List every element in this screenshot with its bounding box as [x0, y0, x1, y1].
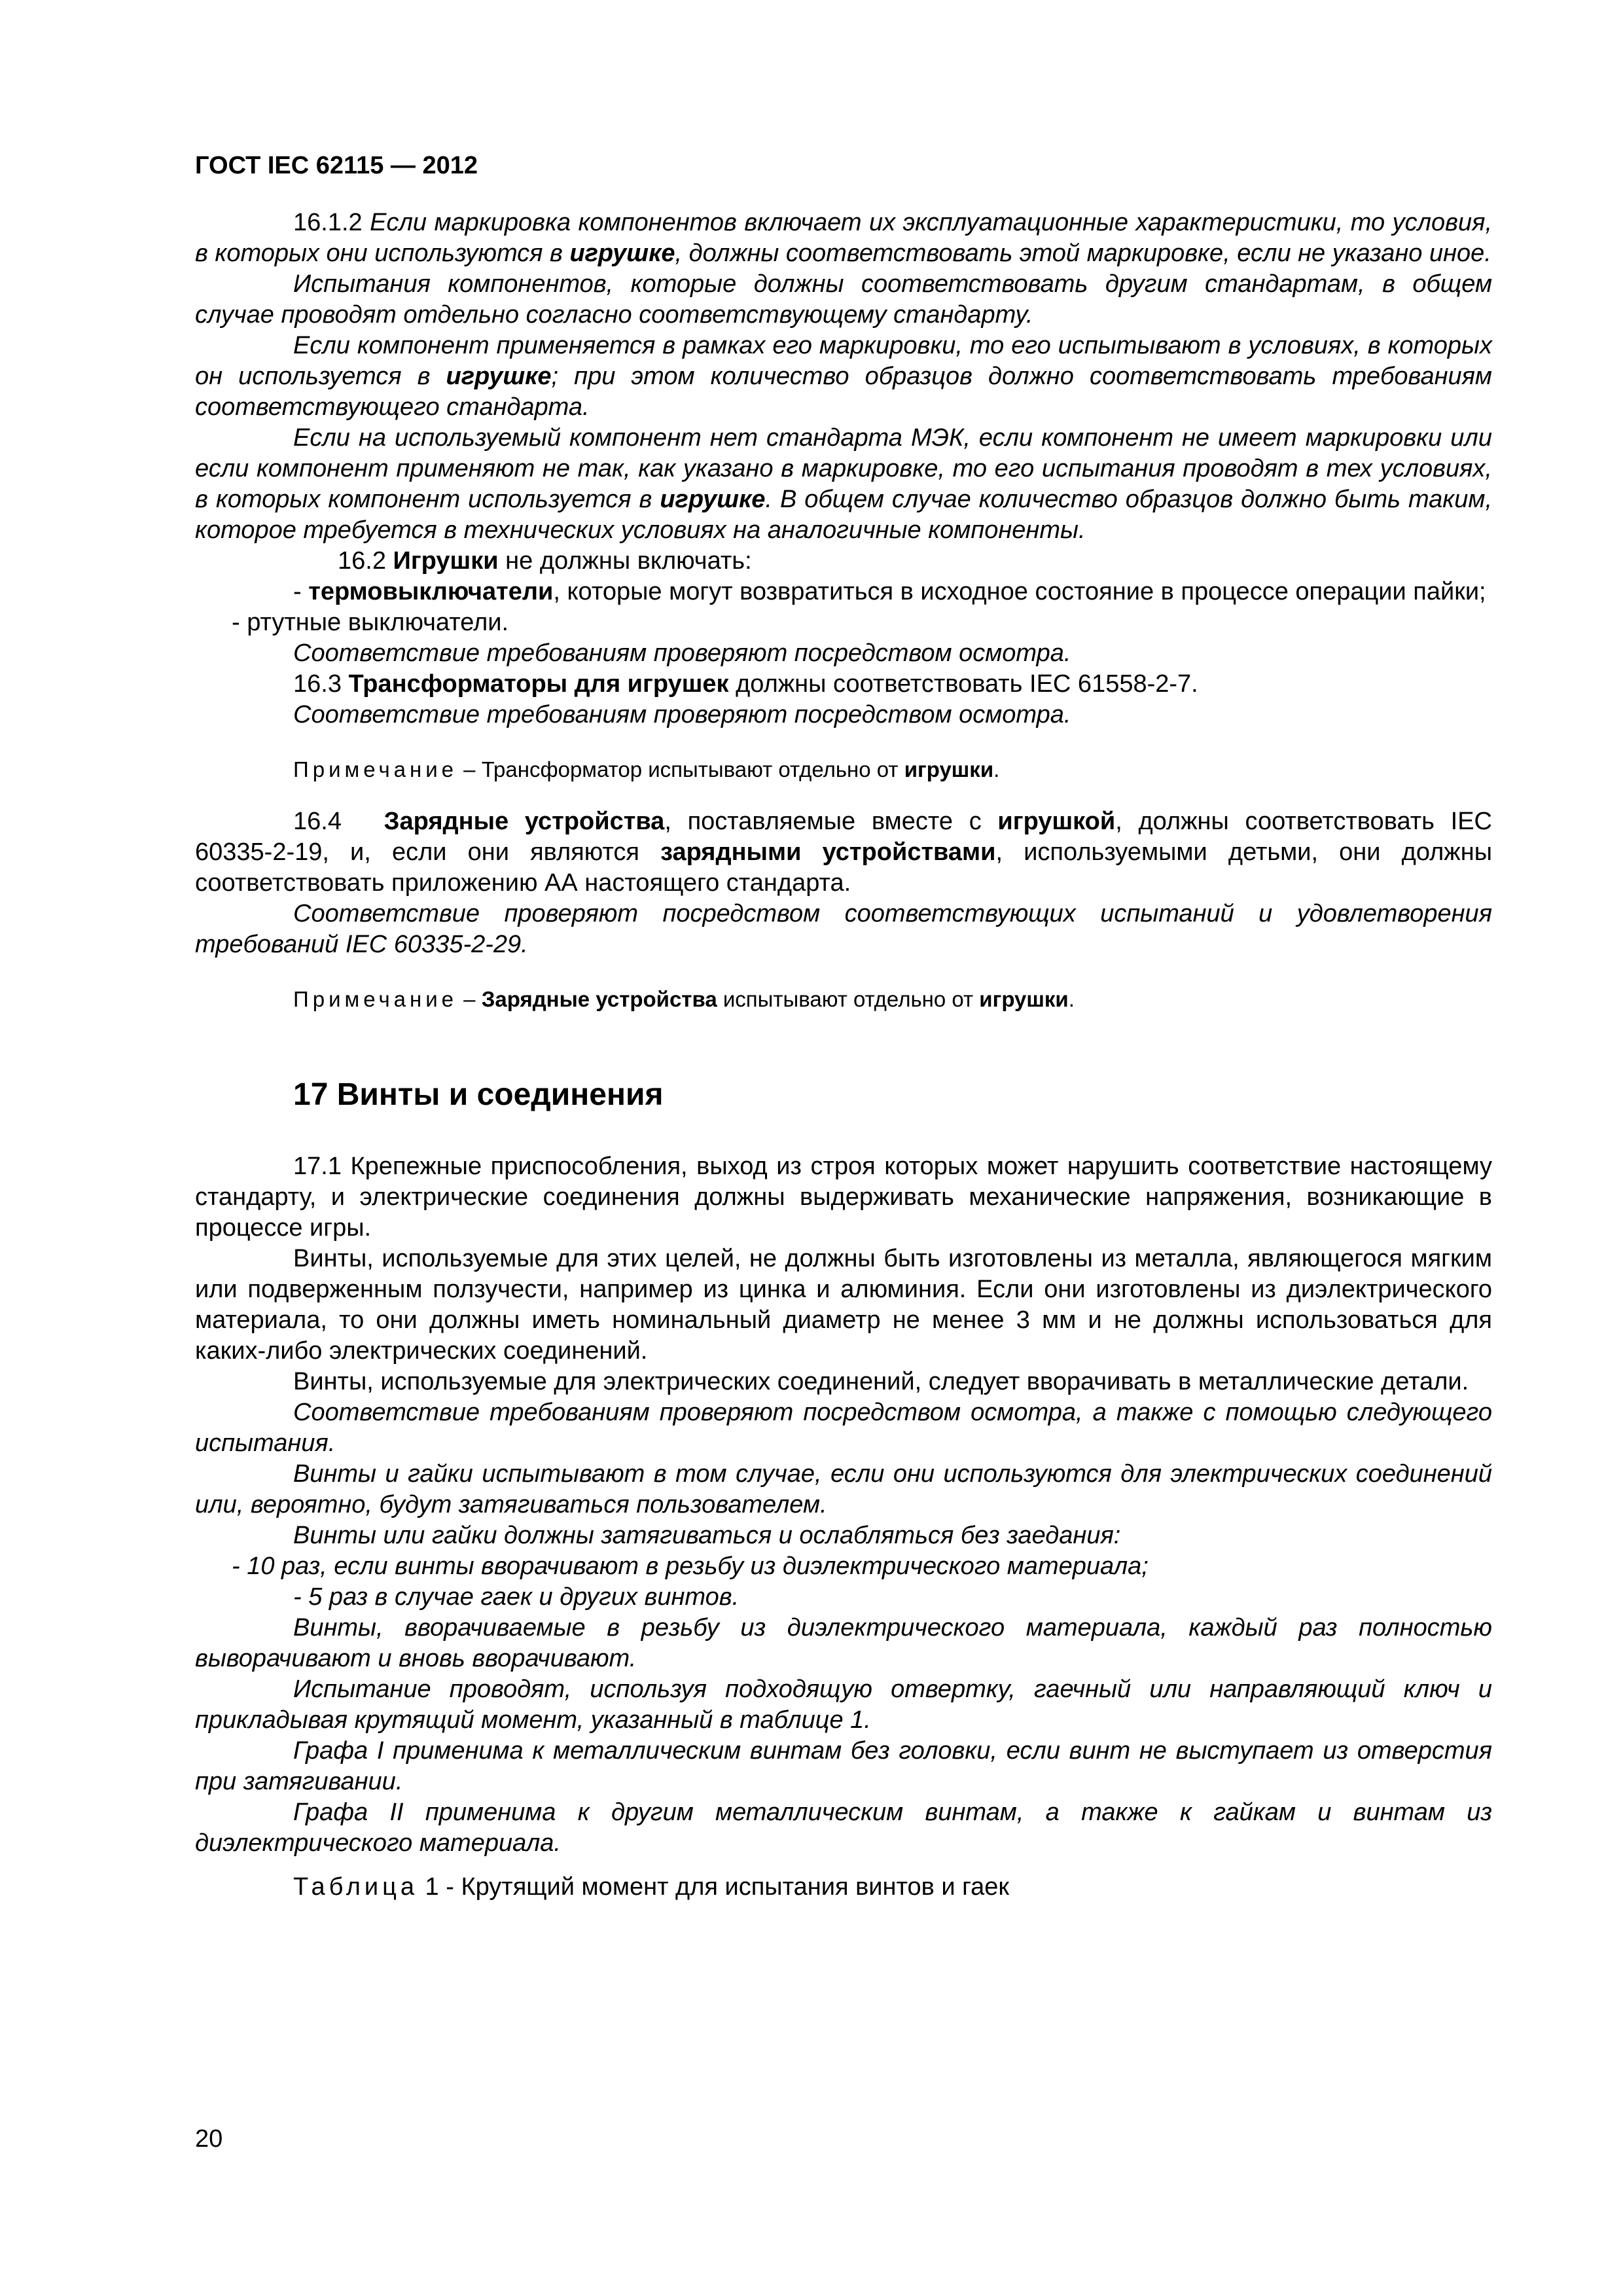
paragraph-text: должны соответствовать IEC 61558-2-7.	[728, 670, 1198, 698]
paragraph-text: Винты, используемые для электрических соединений, следует вворачивать в металлические детали.	[293, 1368, 1469, 1395]
term-bold: Зарядные устройства	[383, 808, 665, 835]
paragraph-test-torque	[195, 1674, 1492, 1736]
list-item-5-times	[195, 1582, 1492, 1613]
paragraph-text: , которые могут возвратиться в исходное состояние в процессе операции пайки;	[553, 578, 1486, 605]
paragraph-16-3	[195, 669, 1492, 700]
paragraph-text: - 5 раз в случае гаек и других винтов.	[293, 1583, 740, 1611]
paragraph-text: Графа II применима к другим металлическим винтам, а также к гайкам и винтам из диэлектрического материала.	[195, 1799, 1492, 1857]
paragraph-text: Если на используемый компонент нет стандарта МЭК, если компонент не имеет маркировки или если компонент применяют не так, как указано в маркировке, то его испытания проводят в тех условиях, в которых компонент используется в	[195, 424, 1492, 513]
list-item-10-times	[195, 1551, 1492, 1582]
paragraph-text: Соответствие требованиям проверяют посредством осмотра, а также с помощью следующего испытания.	[195, 1399, 1492, 1457]
term-bold: игрушкой	[997, 808, 1116, 835]
paragraph-compliance-test	[195, 1397, 1492, 1459]
paragraph-component-marking	[195, 331, 1492, 423]
paragraph-text: Соответствие проверяют посредством соответствующих испытаний и удовлетворения требований IEC 60335-2-29.	[195, 900, 1492, 958]
paragraph-screws-material	[195, 1244, 1492, 1367]
paragraph-text: Винты, вворачиваемые в резьбу из диэлектрического материала, каждый раз полностью выворачивают и вновь вворачивают.	[195, 1614, 1492, 1672]
paragraph-17-1	[195, 1151, 1492, 1244]
paragraph-screws-nuts-tested	[195, 1459, 1492, 1520]
note-end: .	[1068, 987, 1075, 1011]
paragraph-text: Винты, используемые для этих целей, не должны быть изготовлены из металла, являющегося мягким или подверженным ползучести, например из цинка и алюминия. Если они изготовлены из диэлектрического материала, то они должны иметь номинальный диаметр не менее 3 мм и не должны использоваться для каких-либо электрических соединений.	[195, 1245, 1492, 1365]
term-bold: игрушке	[569, 240, 675, 267]
paragraph-text: ; при этом количество образцов должно соответствовать требованиям соответствующего стандарта.	[195, 363, 1492, 421]
paragraph-text: , должны соответствовать IEC 60335-2-19, и, если они являются	[195, 808, 1493, 866]
term-bold: игрушки	[979, 987, 1069, 1011]
paragraph-no-iec-standard	[195, 423, 1492, 546]
paragraph-column-2	[195, 1797, 1492, 1859]
paragraph-text: Испытания компонентов, которые должны соответствовать другим стандартам, в общем случае проводят отдельно согласно соответствующему стандарту.	[195, 270, 1492, 329]
term-bold: игрушки	[904, 757, 994, 781]
paragraph-compliance-tests	[195, 899, 1492, 960]
note-text: испытывают отдельно от	[717, 987, 980, 1011]
clause-number: 16.1.2	[293, 209, 363, 236]
note-dash: –	[457, 987, 482, 1011]
paragraph-compliance-inspection	[195, 638, 1492, 669]
note-end: .	[993, 757, 1000, 781]
table-caption	[195, 1872, 1492, 1903]
term-bold: зарядными устройствами	[660, 838, 996, 866]
list-item-mercury-switches	[195, 607, 1492, 638]
paragraph-text: Соответствие требованиям проверяют посредством осмотра.	[293, 639, 1071, 667]
note-chargers	[195, 986, 1492, 1013]
term-bold: игрушке	[660, 486, 766, 513]
list-dash: -	[293, 578, 309, 605]
term-bold: Зарядные устройства	[481, 987, 717, 1011]
table-caption-text: 1 - Крутящий момент для испытания винтов и гаек	[418, 1873, 1010, 1901]
clause-number: 16.3	[293, 670, 349, 698]
document-page	[195, 151, 1492, 1903]
paragraph-text: Если маркировка компонентов включает их эксплуатационные характеристики, то условия, в которых они используются в	[195, 209, 1492, 267]
paragraph-text: , используемыми детьми, они должны соответствовать приложению АА настоящего стандарта.	[195, 838, 1493, 897]
clause-number: 16.4	[293, 808, 358, 835]
paragraph-16-2	[195, 546, 1492, 577]
paragraph-text: Винты и гайки испытывают в том случае, если они используются для электрических соединений или, вероятно, будут затягиваться пользователем.	[195, 1460, 1492, 1518]
term-bold: Игрушки	[393, 547, 499, 575]
document-code-header: ГОСТ IEC 62115 — 2012	[195, 152, 478, 179]
paragraph-text: , должны соответствовать этой маркировке, если не указано иное.	[675, 240, 1491, 267]
term-bold: термовыключатели	[308, 578, 554, 605]
paragraph-screws-electrical	[195, 1367, 1492, 1397]
clause-number: 16.2	[338, 547, 393, 575]
section-heading-17: 17 Винты и соединения	[293, 1077, 664, 1112]
paragraph-dielectric-thread	[195, 1613, 1492, 1674]
paragraph-text: - 10 раз, если винты вворачивают в резьбу из диэлектрического материала;	[232, 1552, 1149, 1580]
paragraph-text: 17.1 Крепежные приспособления, выход из строя которых может нарушить соответствие настоящему стандарту, и электрические соединения должны выдерживать механические напряжения, возникающие в процессе игры.	[195, 1153, 1492, 1242]
note-dash: –	[457, 757, 482, 781]
paragraph-text: Испытание проводят, используя подходящую отвертку, гаечный или направляющий ключ и прикладывая крутящий момент, указанный в таблице 1.	[195, 1676, 1492, 1734]
paragraph-text: - ртутные выключатели.	[232, 609, 509, 636]
paragraph-components-testing	[195, 269, 1492, 331]
paragraph-text: Если компонент применяется в рамках его маркировки, то его испытывают в условиях, в которых он используется в	[195, 332, 1492, 390]
page-number: 20	[195, 2125, 223, 2153]
paragraph-compliance-inspection-2	[195, 700, 1492, 730]
note-text: Трансформатор испытывают отдельно от	[481, 757, 904, 781]
paragraph-text: Винты или гайки должны затягиваться и ослабляться без заедания:	[293, 1522, 1121, 1549]
paragraph-16-4	[195, 806, 1492, 899]
note-transformer	[195, 757, 1492, 783]
paragraph-text: . В общем случае количество образцов должно быть таким, которое требуется в технических условиях на аналогичные компоненты.	[195, 486, 1492, 544]
paragraph-text: Графа I применима к металлическим винтам без головки, если винт не выступает из отверстия при затягивании.	[195, 1737, 1492, 1795]
term-bold: игрушке	[446, 363, 552, 390]
paragraph-16-1-2	[195, 207, 1492, 269]
paragraph-text: не должны включать:	[498, 547, 752, 575]
term-bold: Трансформаторы для игрушек	[348, 670, 729, 698]
paragraph-text: Соответствие требованиям проверяют посредством осмотра.	[293, 701, 1071, 728]
paragraph-column-1	[195, 1736, 1492, 1797]
note-label: Примечание	[293, 757, 458, 781]
note-label: Примечание	[293, 987, 458, 1011]
table-caption-label: Таблица	[293, 1873, 418, 1901]
paragraph-text: , поставляемые вместе с	[664, 808, 998, 835]
list-item-thermal-switches	[195, 577, 1492, 607]
paragraph-tightening	[195, 1520, 1492, 1551]
